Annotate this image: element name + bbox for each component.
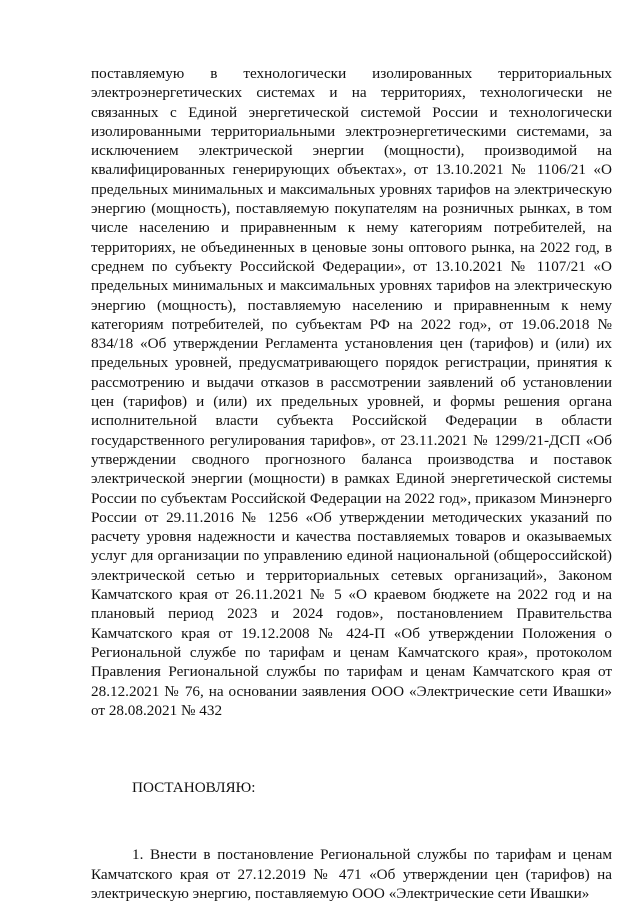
resolution-heading: ПОСТАНОВЛЯЮ: xyxy=(132,779,256,797)
resolution-item-1: 1. Внести в постановление Региональной службы по тарифам и ценам Камчатского края от 27.12.2019 № 471 «Об утверждении цен (тарифов) на электрическую энергию, поставляемую ООО «Электрические сети Ивашки» xyxy=(91,846,612,902)
body-paragraph: поставляемую в технологически изолированных территориальных электроэнергетических системах и на территориях, технологически не связанных с Единой энергетической системой России и технологически изолированными территориальными электроэнергетическими системами, за исключением электрической энергии (мощности), производимой на квалифицированных генерирующих объектах», от 13.10.2021 № 1106/21 «О предельных минимальных и максимальных уровнях тарифов на электрическую энергию (мощность), поставляемую покупателям на розничных рынках, в том числе населению и приравненным к нему категориям потребителей, на территориях, не объединенных в ценовые зоны оптового рынка, на 2022 год, в среднем по субъекту Российской Федерации», от 13.10.2021 № 1107/21 «О предельных минимальных и максимальных уровнях тарифов на электрическую энергию (мощность), поставляемую населению и приравненным к нему категориям потребителей, по субъектам РФ на 2022 год», от 19.06.2018 № 834/18 «Об утверждении Регламента установления цен (тарифов) и (или) их предельных уровней, предусматривающего порядок регистрации, принятия к рассмотрению и выдачи отказов в рассмотрении заявлений об установлении цен (тарифов) и (или) их предельных уровней, и формы решения органа исполнительной власти субъекта Российской Федерации в области государственного регулирования тарифов», от 23.11.2021 № 1299/21-ДСП «Об утверждении сводного прогнозного баланса производства и поставок электрической энергии (мощности) в рамках Единой энергетической системы России по субъектам Российской Федерации на 2022 год», приказом Минэнерго России от 29.11.2016 № 1256 «Об утверждении методических указаний по расчету уровня надежности и качества поставляемых товаров и оказываемых услуг для организации по управлению единой национальной (общероссийской) электрической сетью и территориальных сетевых организаций», Законом Камчатского края от 26.11.2021 № 5 «О краевом бюджете на 2022 год и на плановый период 2023 и 2024 годов», постановлением Правительства Камчатского края от 19.12.2008 № 424-П «Об утверждении Положения о Региональной службе по тарифам и ценам Камчатского края», протоколом Правления Региональной службы по тарифам и ценам Камчатского края от 28.12.2021 № 76, на основании заявления ООО «Электрические сети Ивашки» от 28.08.2021 № 432 xyxy=(91,65,612,719)
document-page xyxy=(91,64,612,903)
